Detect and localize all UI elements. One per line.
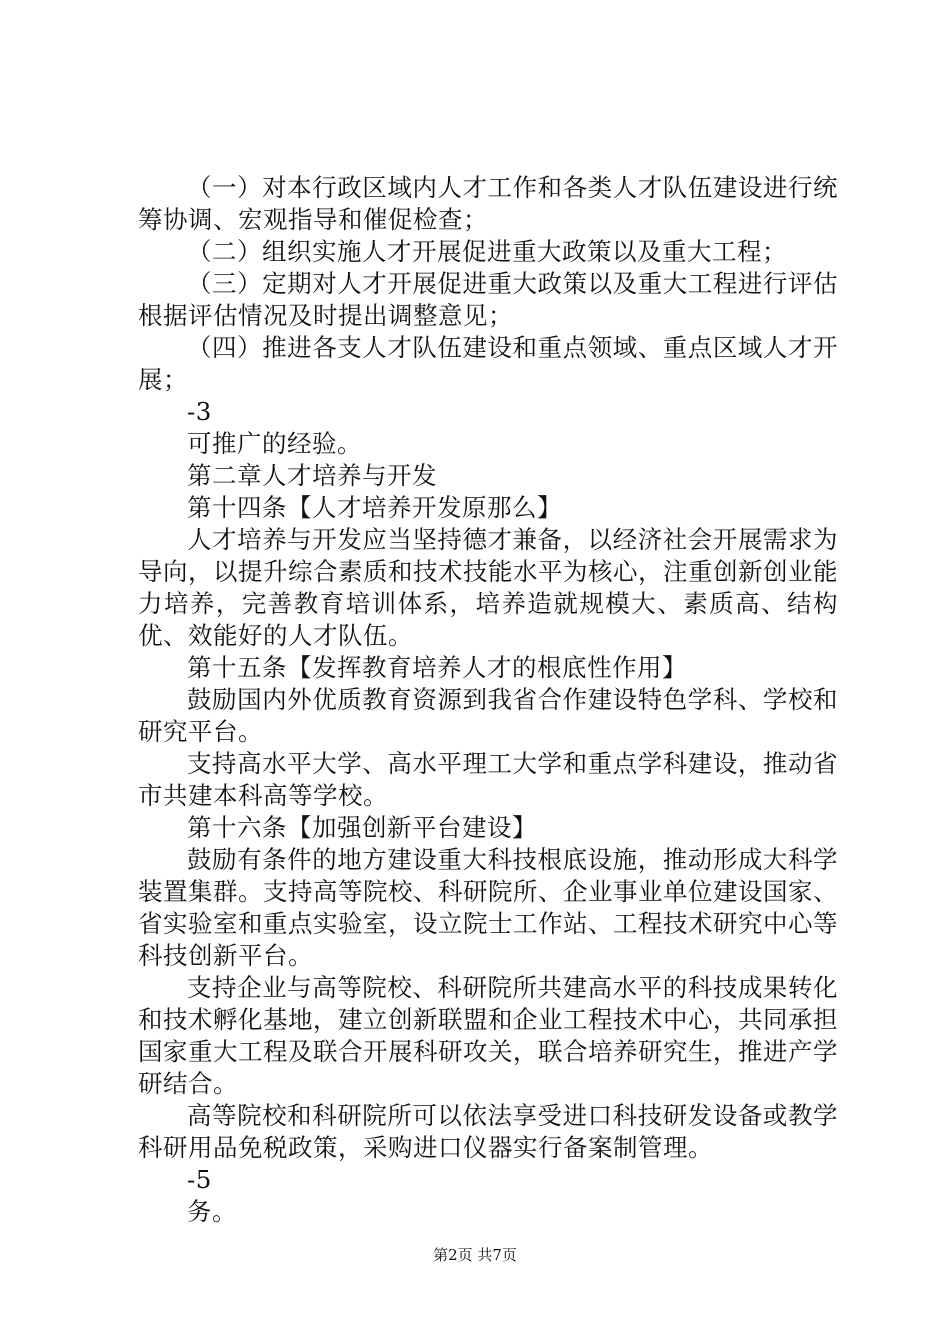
document-body [138, 172, 838, 1228]
chapter-heading-2: 第二章人才培养与开发 [187, 461, 437, 490]
article-heading-15: 第十五条【发挥教育培养人才的根底性作用】 [187, 653, 687, 682]
page-number-footer: 第2页 共7页 [433, 1246, 517, 1264]
paragraph-duty-1: （一）对本行政区域内人才工作和各类人才队伍建设进行统筹协调、宏观指导和催促检查； [138, 173, 838, 234]
paragraph-duty-4: （四）推进各支人才队伍建设和重点领域、重点区域人才开展； [138, 333, 838, 394]
paragraph-fragment-experience: 可推广的经验。 [187, 429, 362, 458]
paragraph-fragment-service: 务。 [187, 1197, 237, 1226]
page-marker-3: -3 [187, 397, 212, 426]
paragraph-article-14-body: 人才培养与开发应当坚持德才兼备，以经济社会开展需求为导向，以提升综合素质和技术技能水平为核心，注重创新创业能力培养，完善教育培训体系，培养造就规模大、素质高、结构优、效能好的人才队伍。 [138, 525, 838, 650]
article-heading-14: 第十四条【人才培养开发原那么】 [187, 493, 562, 522]
page-marker-5: -5 [187, 1165, 212, 1194]
paragraph-article-16-body-2: 支持企业与高等院校、科研院所共建高水平的科技成果转化和技术孵化基地，建立创新联盟和企业工程技术中心，共同承担国家重大工程及联合开展科研攻关，联合培养研究生，推进产学研结合。 [138, 973, 838, 1098]
paragraph-duty-3: （三）定期对人才开展促进重大政策以及重大工程进行评估根据评估情况及时提出调整意见； [138, 269, 838, 330]
paragraph-article-15-body-1: 鼓励国内外优质教育资源到我省合作建设特色学科、学校和研究平台。 [138, 685, 838, 746]
paragraph-duty-2: （二）组织实施人才开展促进重大政策以及重大工程； [187, 237, 787, 266]
paragraph-article-15-body-2: 支持高水平大学、高水平理工大学和重点学科建设，推动省市共建本科高等学校。 [138, 749, 838, 810]
paragraph-article-16-body-1: 鼓励有条件的地方建设重大科技根底设施，推动形成大科学装置集群。支持高等院校、科研院所、企业事业单位建设国家、省实验室和重点实验室，设立院士工作站、工程技术研究中心等科技创新平台。 [138, 845, 838, 970]
paragraph-article-16-body-3: 高等院校和科研院所可以依法享受进口科技研发设备或教学科研用品免税政策，采购进口仪器实行备案制管理。 [138, 1101, 838, 1162]
article-heading-16: 第十六条【加强创新平台建设】 [187, 813, 537, 842]
